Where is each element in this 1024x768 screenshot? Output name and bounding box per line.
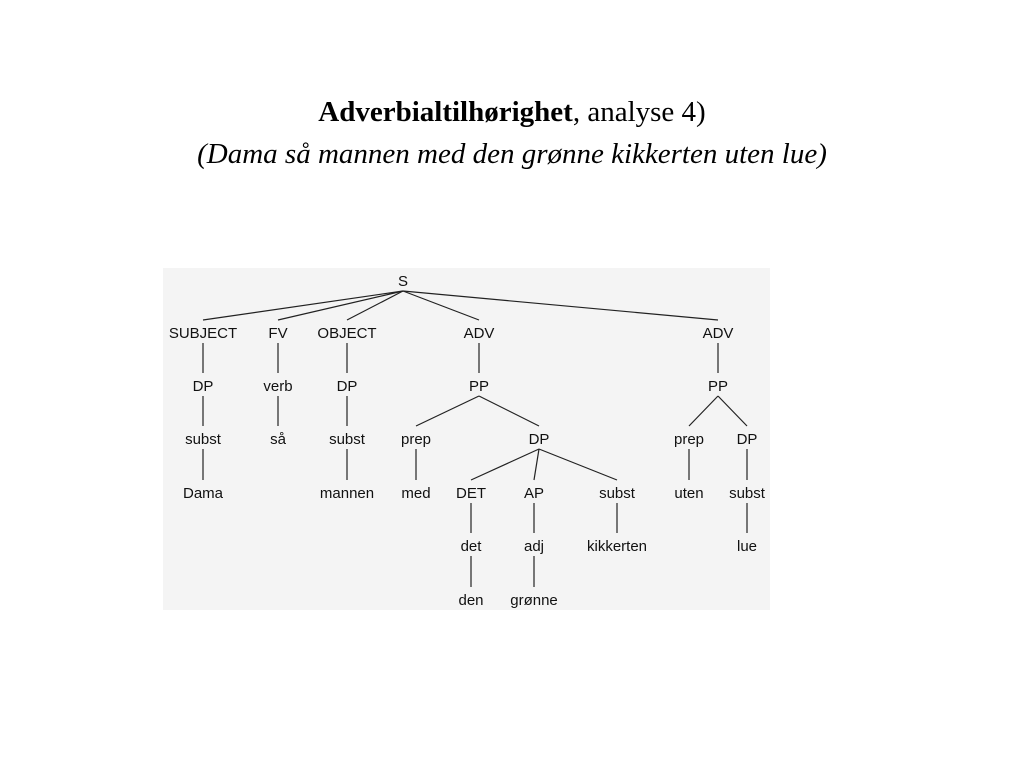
tree-node-subject: SUBJECT xyxy=(168,325,238,342)
tree-node-subst1: subst xyxy=(185,431,221,448)
tree-node-dp3: DP xyxy=(528,431,550,448)
tree-edge-pp1-prep1 xyxy=(416,396,479,426)
tree-node-dp2: DP xyxy=(336,378,358,395)
title-bold: Adverbialtilhørighet xyxy=(318,96,573,128)
tree-node-adv2: ADV xyxy=(702,325,734,342)
tree-node-adv1: ADV xyxy=(463,325,495,342)
syntax-tree-diagram xyxy=(163,268,770,610)
tree-node-subst2: subst xyxy=(329,431,365,448)
tree-edge-s-adv1 xyxy=(403,291,479,320)
tree-node-subst4: subst xyxy=(729,485,765,502)
syntax-tree-svg xyxy=(163,268,770,610)
tree-node-s: S xyxy=(397,273,409,290)
tree-node-verb: verb xyxy=(263,378,293,395)
tree-node-adj: adj xyxy=(523,538,545,555)
tree-node-dp4: DP xyxy=(736,431,758,448)
tree-node-det: det xyxy=(460,538,482,555)
tree-node-lue: lue xyxy=(736,538,758,555)
tree-node-prep2: prep xyxy=(673,431,705,448)
tree-node-prep1: prep xyxy=(400,431,432,448)
tree-edge-dp3-det_cat xyxy=(471,449,539,480)
tree-node-pp1: PP xyxy=(468,378,490,395)
tree-node-gronne: grønne xyxy=(510,592,558,609)
slide-title xyxy=(0,92,1024,132)
tree-node-den: den xyxy=(458,592,484,609)
tree-edge-pp2-dp4 xyxy=(718,396,747,426)
tree-edge-dp3-subst3 xyxy=(539,449,617,480)
tree-node-uten: uten xyxy=(674,485,704,502)
title-rest: , analyse 4) xyxy=(572,96,706,128)
tree-node-dp1: DP xyxy=(192,378,214,395)
tree-node-fv: FV xyxy=(268,325,288,342)
tree-node-mannen: mannen xyxy=(319,485,375,502)
tree-edge-s-subject xyxy=(203,291,403,320)
slide-subtitle: (Dama så mannen med den grønne kikkerten uten lue) xyxy=(197,138,827,170)
tree-edge-pp1-dp3 xyxy=(479,396,539,426)
tree-edge-s-fv xyxy=(278,291,403,320)
tree-node-dama: Dama xyxy=(182,485,224,502)
tree-node-pp2: PP xyxy=(707,378,729,395)
tree-node-object: OBJECT xyxy=(317,325,377,342)
tree-node-saa: så xyxy=(270,431,286,448)
tree-edge-pp2-prep2 xyxy=(689,396,718,426)
tree-labels xyxy=(169,273,766,609)
tree-node-med: med xyxy=(401,485,431,502)
tree-node-kikkerten: kikkerten xyxy=(586,538,648,555)
tree-edge-dp3-ap xyxy=(534,449,539,480)
tree-node-ap: AP xyxy=(523,485,545,502)
tree-node-subst3: subst xyxy=(599,485,635,502)
tree-node-det_cat: DET xyxy=(456,485,486,502)
tree-edge-s-adv2 xyxy=(403,291,718,320)
